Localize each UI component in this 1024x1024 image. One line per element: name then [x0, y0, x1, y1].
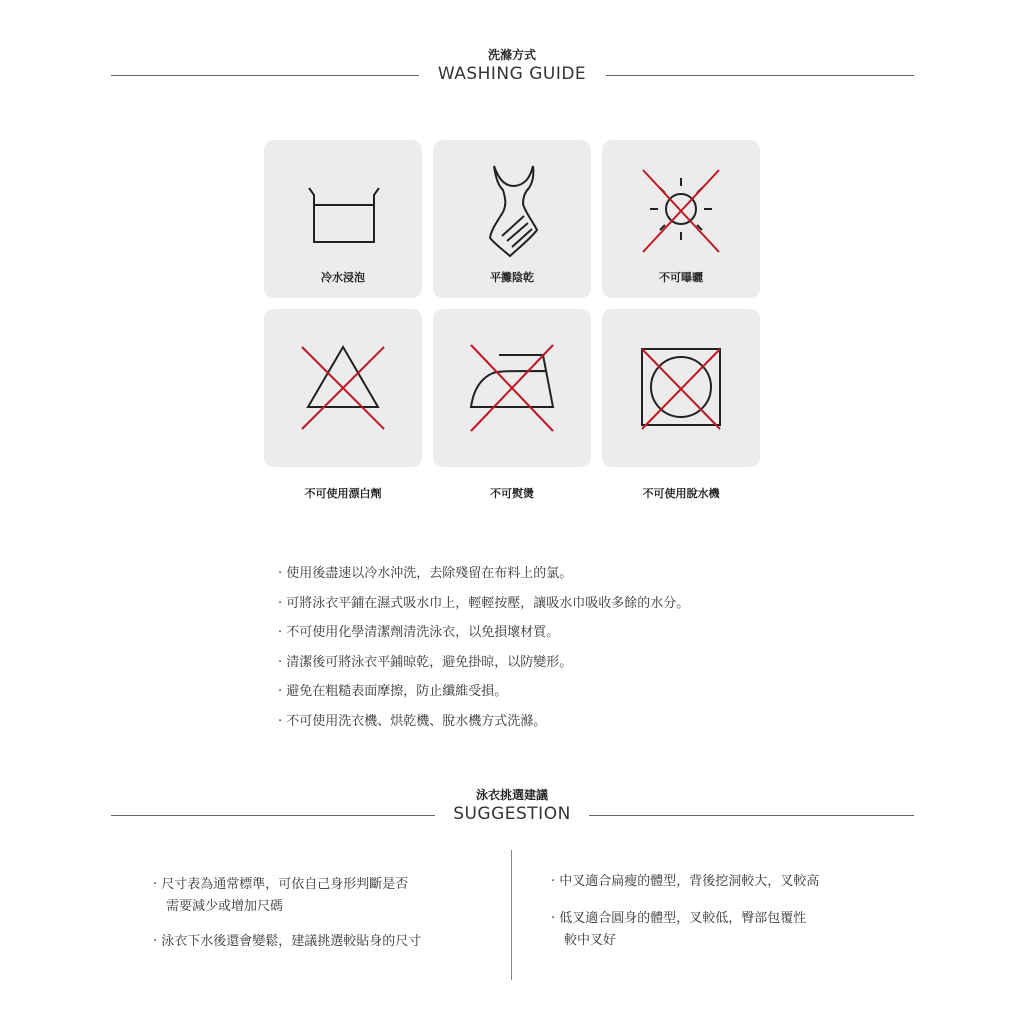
- tile-label: 平攤陰乾: [490, 271, 534, 284]
- suggestion-line: ‧ 低叉適合圓身的體型，叉較低，臀部包覆性: [551, 911, 807, 926]
- suggestion-line: ‧ 中叉適合扁瘦的體型，背後挖洞較大，叉較高: [551, 874, 820, 889]
- list-item: ‧ 清潔後可將泳衣平鋪晾乾，避免掛晾，以防變形。: [278, 654, 573, 670]
- icon-tile-cold-soak: [264, 140, 422, 298]
- suggestion-rule-right: [589, 815, 914, 816]
- washing-subtitle: 洗滌方式: [487, 48, 536, 62]
- icon-tile-no-sun: [602, 140, 760, 298]
- label-no-spin-dry: 不可使用脫水機: [642, 487, 720, 500]
- list-item: ‧ 使用後盡速以冷水沖洗，去除殘留在布料上的氯。: [278, 566, 573, 581]
- list-item: ‧ 不可使用化學清潔劑清洗泳衣，以免損壞材質。: [278, 625, 560, 640]
- icon-tile-flat-dry: [433, 140, 591, 298]
- iron-icon: [433, 309, 591, 467]
- bleach-triangle-icon: [264, 309, 422, 467]
- suggestion-right-2: [551, 908, 806, 952]
- list-item: ‧ 不可使用洗衣機、烘乾機、脫水機方式洗滌。: [278, 713, 547, 729]
- icon-tile-no-bleach: [264, 309, 422, 467]
- suggestion-left-1: [153, 874, 408, 918]
- suggestion-left-2: [153, 931, 421, 953]
- icon-tile-no-iron: [433, 309, 591, 467]
- suggestion-line: 需要減少或增加尺碼: [166, 899, 284, 914]
- suggestion-subtitle: 泳衣挑選建議: [475, 788, 548, 802]
- column-divider: [511, 850, 512, 980]
- list-item: ‧ 可將泳衣平鋪在濕式吸水巾上，輕輕按壓，讓吸水巾吸收多餘的水分。: [278, 595, 690, 611]
- label-no-bleach: 不可使用漂白劑: [304, 487, 382, 500]
- washing-notes-list: [278, 564, 689, 741]
- icon-tile-no-spin-dry: [602, 309, 760, 467]
- tile-label: 冷水浸泡: [321, 271, 365, 284]
- tumble-dryer-icon: [602, 309, 760, 467]
- suggestion-line: ‧ 尺寸表為通常標準，可依自己身形判斷是否: [153, 877, 409, 892]
- list-item: ‧ 避免在粗糙表面摩擦，防止纖維受損。: [278, 684, 508, 699]
- washing-title: WASHING GUIDE: [437, 64, 587, 84]
- suggestion-line: ‧ 泳衣下水後還會變鬆，建議挑選較貼身的尺寸: [153, 934, 422, 949]
- suggestion-right-1: [551, 871, 819, 893]
- tile-label: 不可曝曬: [659, 271, 703, 284]
- header-rule-right: [606, 75, 914, 76]
- suggestion-title: SUGGESTION: [453, 804, 571, 824]
- suggestion-line: 較中叉好: [564, 933, 617, 948]
- label-no-iron: 不可熨燙: [490, 487, 534, 500]
